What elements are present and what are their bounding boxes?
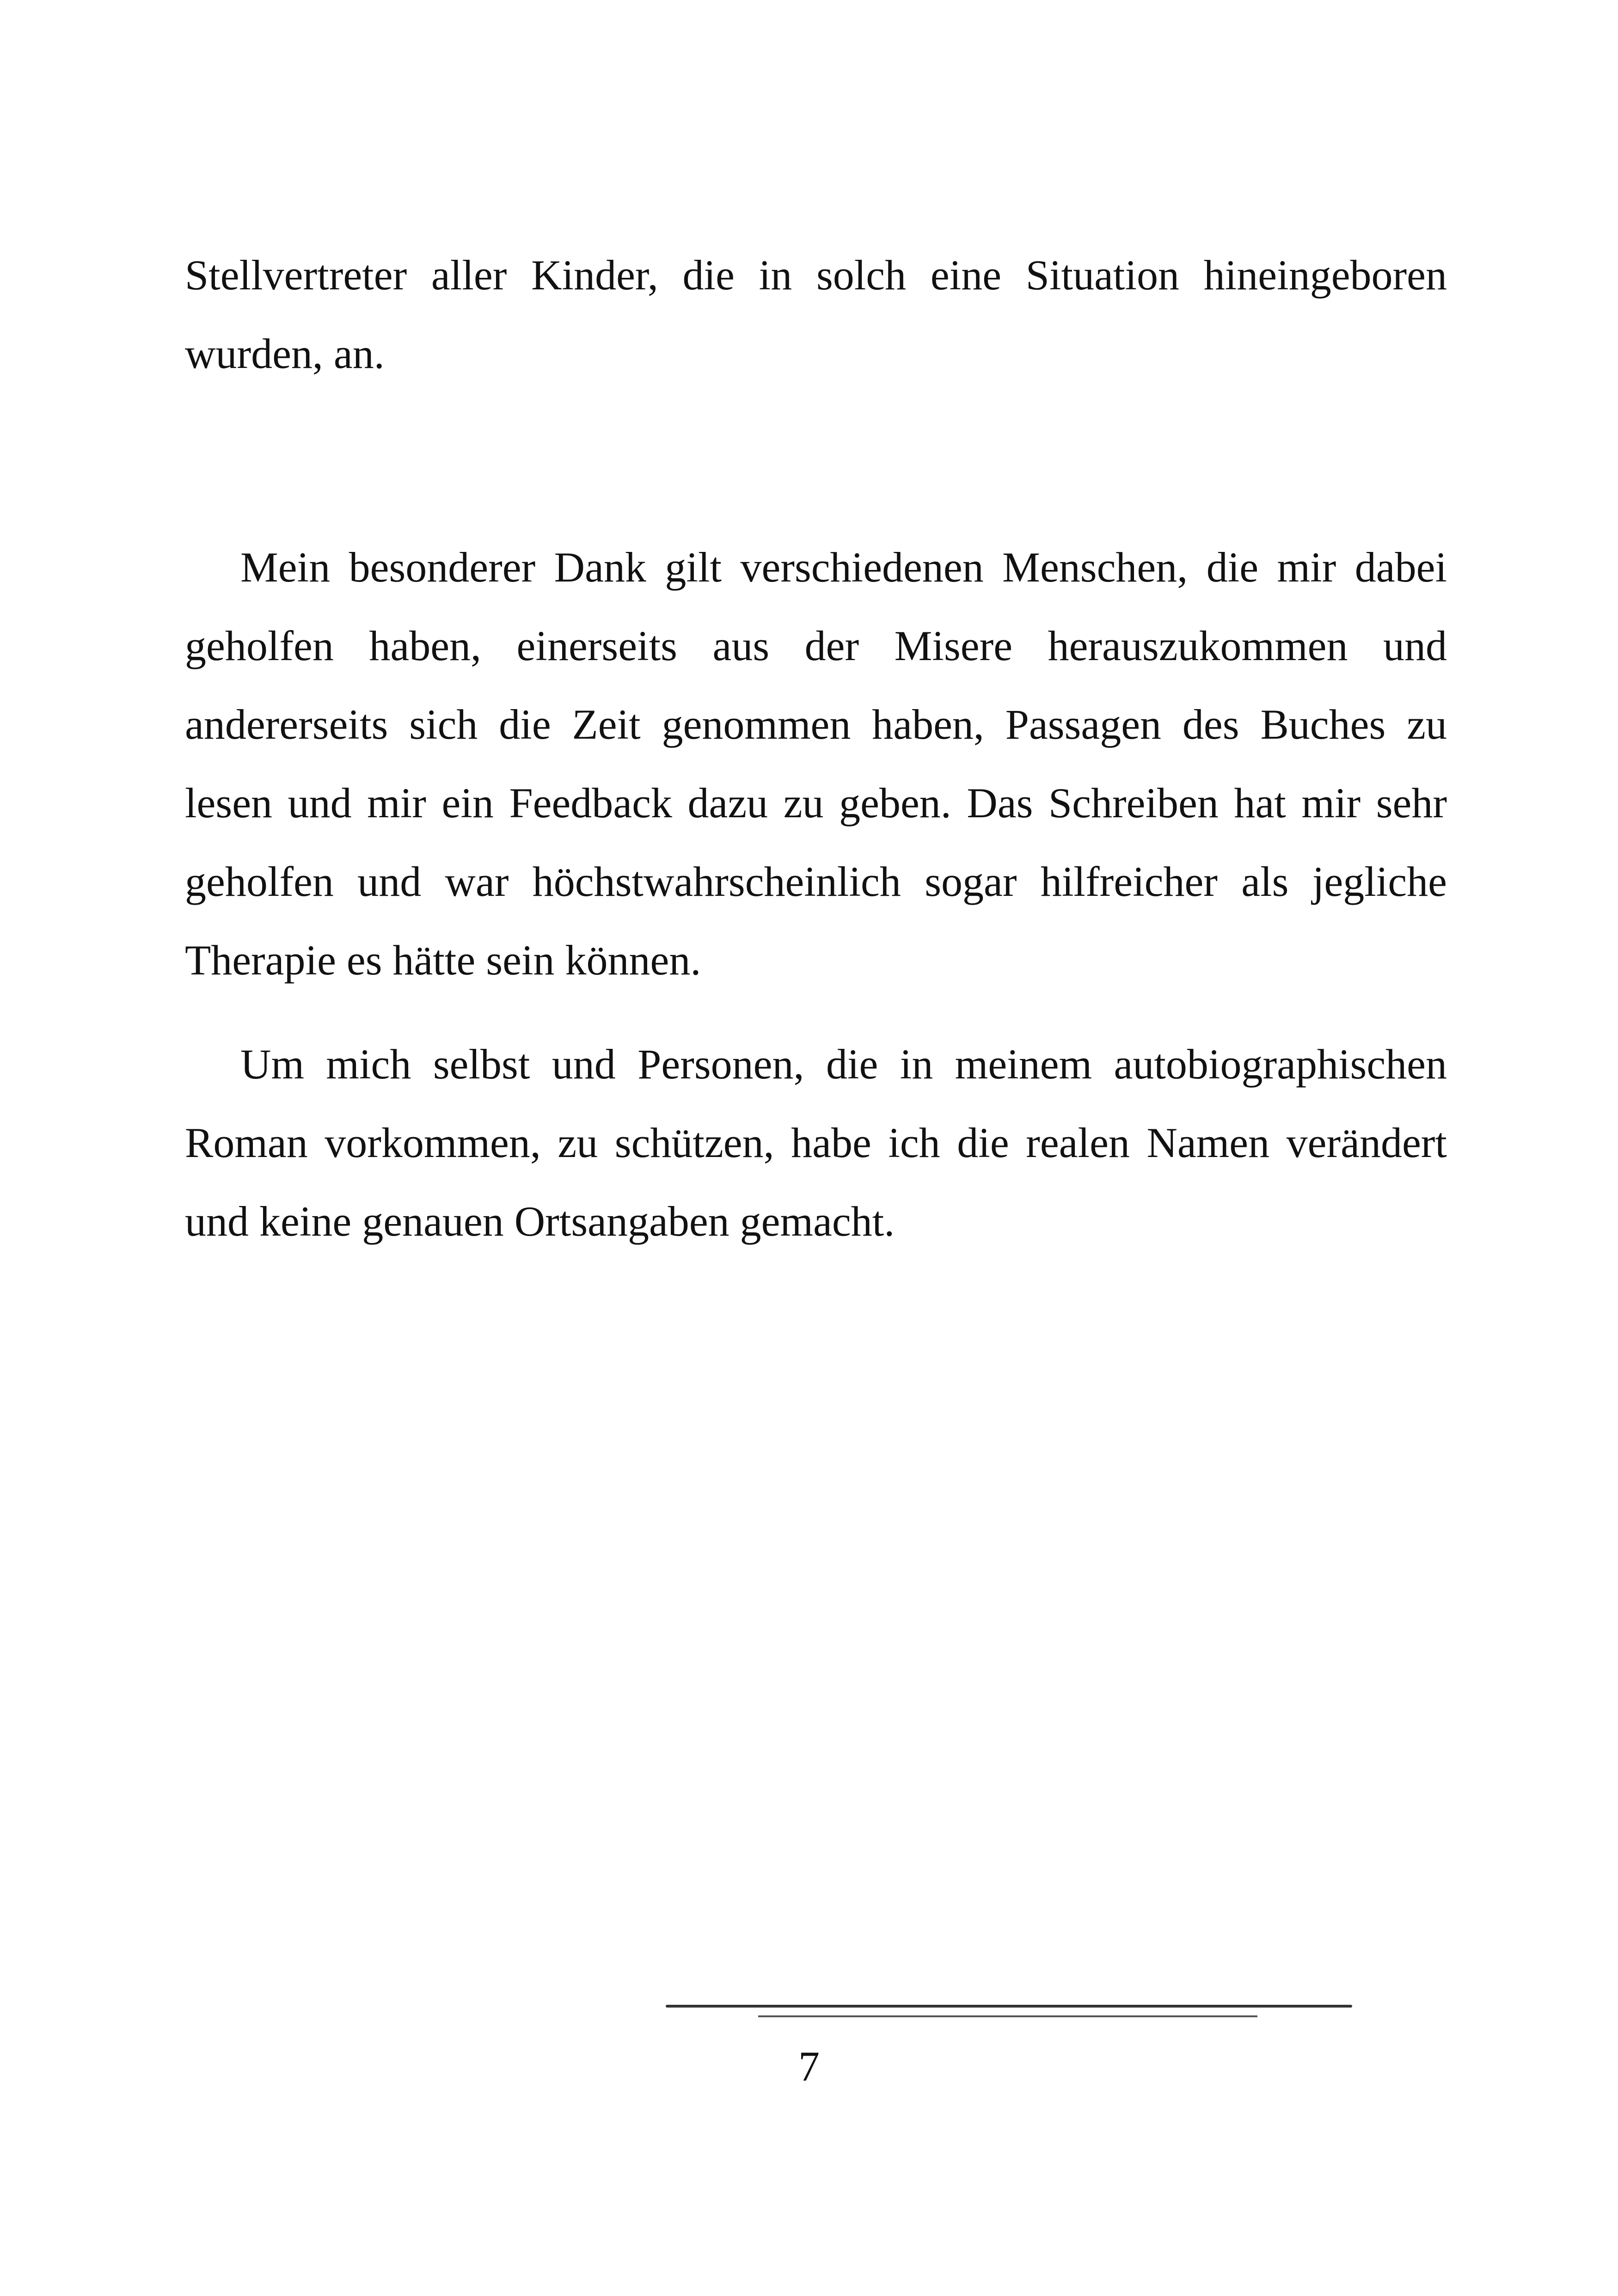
- footer-rule-bottom: [758, 2015, 1257, 2017]
- footer-rule-top: [666, 2005, 1352, 2008]
- paragraph-privacy-note: Um mich selbst und Personen, die in meinem autobiographischen Roman vorkommen, zu schützen, habe ich die realen Namen verändert und keine genauen Ortsangaben gemacht.: [185, 1041, 1447, 1245]
- paragraph-acknowledgement: Mein besonderer Dank gilt verschiedenen Menschen, die mir dabei geholfen haben, einerseits aus der Misere herauszukommen und andererseits sich die Zeit genommen haben, Passagen des Buches zu lesen und mir ein Feedback dazu zu geben. Das Schreiben hat mir sehr geholfen und war höchstwahrscheinlich sogar hilfreicher als jegliche Therapie es hätte sein können.: [185, 544, 1447, 984]
- page-number: 7: [798, 2043, 820, 2090]
- paragraph-continuation: Stellvertreter aller Kinder, die in solch eine Situation hineingeboren wurden, an.: [185, 251, 1447, 377]
